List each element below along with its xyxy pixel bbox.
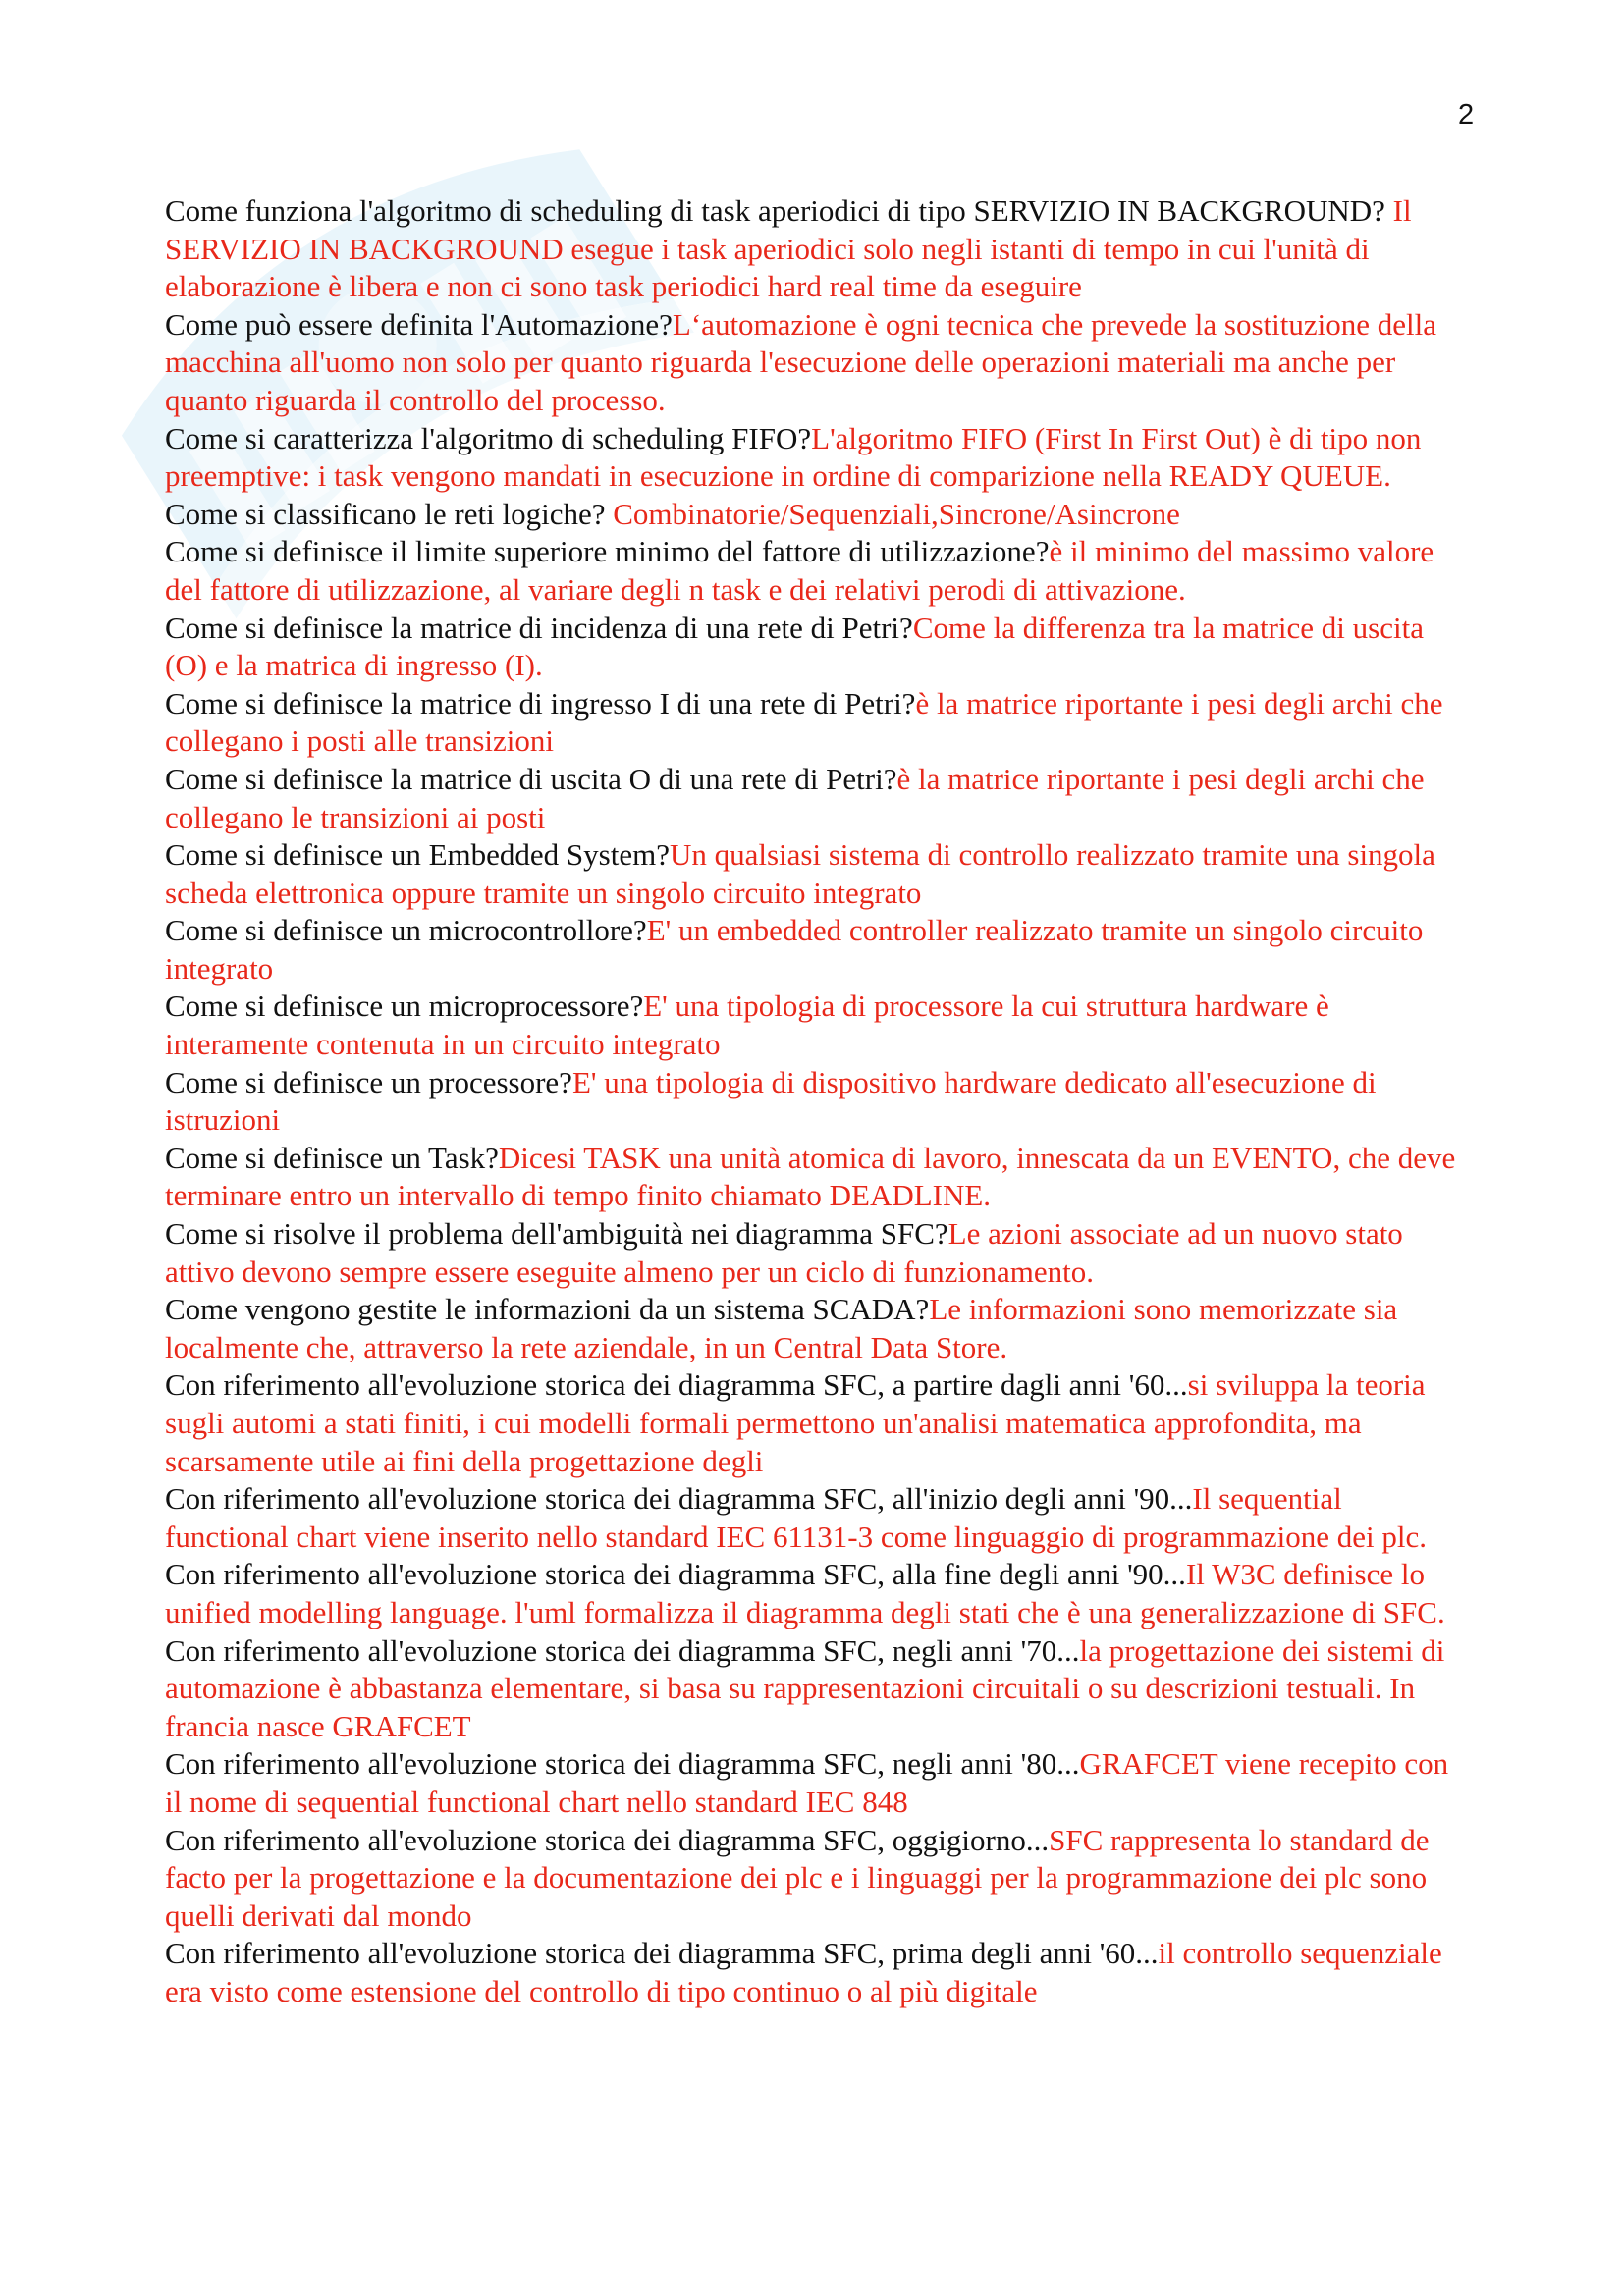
question-text: Con riferimento all'evoluzione storica dei diagramma SFC, prima degli anni '60... (165, 1936, 1159, 1971)
qa-entry (165, 1291, 1463, 1366)
answer-text: E' un embedded controller realizzato tramite un singolo circuito integrato (165, 913, 1424, 986)
question-text: Come può essere definita l'Automazione? (165, 306, 673, 342)
qa-entry (165, 685, 1463, 761)
question-text: Come si definisce un Embedded System? (165, 837, 670, 873)
answer-text: L‘automazione è ogni tecnica che prevede la sostituzione della macchina all'uomo non solo per quanto riguarda l'esecuzione delle operazioni materiali ma anche per quanto riguarda il controllo del processo. (165, 306, 1437, 417)
qa-entry (165, 533, 1463, 609)
answer-text: SFC rappresenta lo standard de facto per la progettazione e la documentazione dei plc e i linguaggi per la programmazione dei plc sono quelli derivati dal mondo (165, 1822, 1430, 1933)
page-number: 2 (1458, 99, 1475, 131)
answer-text: E' una tipologia di dispositivo hardware dedicato all'esecuzione di istruzioni (165, 1064, 1377, 1138)
qa-list (165, 192, 1463, 2011)
qa-entry (165, 496, 1463, 534)
qa-entry (165, 836, 1463, 912)
answer-text: è la matrice riportante i pesi degli archi che collegano i posti alle transizioni (165, 685, 1443, 759)
question-text: Con riferimento all'evoluzione storica dei diagramma SFC, a partire dagli anni '60... (165, 1367, 1188, 1403)
qa-entry (165, 306, 1463, 420)
qa-entry (165, 1480, 1463, 1556)
qa-entry (165, 1140, 1463, 1215)
answer-text: E' una tipologia di processore la cui struttura hardware è interamente contenuta in un circuito integrato (165, 988, 1329, 1062)
answer-text: il controllo sequenziale era visto come estensione del controllo di tipo continuo o al più digitale (165, 1936, 1442, 2008)
question-text: Con riferimento all'evoluzione storica dei diagramma SFC, alla fine degli anni '90... (165, 1557, 1186, 1592)
answer-text: Il sequential functional chart viene inserito nello standard IEC 61131-3 come linguaggio di programmazione dei plc. (165, 1481, 1427, 1554)
question-text: Come si definisce la matrice di ingresso I di una rete di Petri? (165, 685, 916, 721)
answer-text: è la matrice riportante i pesi degli archi che collegano le transizioni ai posti (165, 761, 1425, 834)
answer-text: Un qualsiasi sistema di controllo realizzato tramite una singola scheda elettronica oppure tramite un singolo circuito integrato (165, 837, 1435, 910)
answer-text: L'algoritmo FIFO (First In First Out) è di tipo non preemptive: i task vengono mandati in esecuzione in ordine di comparizione nella READY QUEUE. (165, 420, 1422, 494)
question-text: Come si risolve il problema dell'ambiguità nei diagramma SFC? (165, 1216, 948, 1252)
answer-text: GRAFCET viene recepito con il nome di sequential functional chart nello standard IEC 848 (165, 1746, 1449, 1819)
question-text: Come vengono gestite le informazioni da un sistema SCADA? (165, 1292, 930, 1327)
question-text: Come si definisce il limite superiore minimo del fattore di utilizzazione? (165, 534, 1050, 569)
question-text: Come si definisce un microprocessore? (165, 988, 644, 1024)
qa-entry (165, 1215, 1463, 1291)
question-text: Con riferimento all'evoluzione storica dei diagramma SFC, negli anni '70... (165, 1632, 1080, 1668)
question-text: Come si definisce un microcontrollore? (165, 913, 647, 948)
answer-text: Il SERVIZIO IN BACKGROUND esegue i task aperiodici solo negli istanti di tempo in cui l'unità di elaborazione è libera e non ci sono task periodici hard real time da eseguire (165, 193, 1412, 304)
question-text: Con riferimento all'evoluzione storica dei diagramma SFC, all'inizio degli anni '90... (165, 1481, 1193, 1517)
question-text: Come si definisce un Task? (165, 1140, 499, 1175)
answer-text: Le informazioni sono memorizzate sia localmente che, attraverso la rete aziendale, in un Central Data Store. (165, 1292, 1398, 1364)
question-text: Come si definisce la matrice di uscita O di una rete di Petri? (165, 761, 897, 796)
qa-entry (165, 1935, 1463, 2010)
qa-entry (165, 1632, 1463, 1746)
qa-entry (165, 1745, 1463, 1821)
answer-text: si sviluppa la teoria sugli automi a stati finiti, i cui modelli formali permettono un'analisi matematica approfondita, ma scarsamente utile ai fini della progettazione degli (165, 1367, 1426, 1478)
qa-entry (165, 192, 1463, 306)
qa-entry (165, 988, 1463, 1063)
question-text: Come si classificano le reti logiche? (165, 496, 614, 531)
question-text: Come funziona l'algoritmo di scheduling di task aperiodici di tipo SERVIZIO IN BACKGROUND? (165, 193, 1393, 228)
question-text: Come si caratterizza l'algoritmo di scheduling FIFO? (165, 420, 812, 455)
answer-text: è il minimo del massimo valore del fattore di utilizzazione, al variare degli n task e dei relativi perodi di attivazione. (165, 534, 1434, 607)
answer-text: la progettazione dei sistemi di automazione è abbastanza elementare, si basa su rappresentazioni circuitali o su descrizioni testuali. In francia nasce GRAFCET (165, 1632, 1445, 1743)
answer-text: Combinatorie/Sequenziali,Sincrone/Asincrone (613, 496, 1180, 531)
question-text: Come si definisce la matrice di incidenza di una rete di Petri? (165, 610, 913, 645)
qa-entry (165, 1556, 1463, 1631)
qa-entry (165, 761, 1463, 836)
qa-entry (165, 1822, 1463, 1936)
answer-text: Il W3C definisce lo unified modelling language. l'uml formalizza il diagramma degli stati che è una generalizzazione di SFC. (165, 1557, 1445, 1629)
question-text: Con riferimento all'evoluzione storica dei diagramma SFC, oggigiorno... (165, 1822, 1050, 1857)
answer-text: Le azioni associate ad un nuovo stato attivo devono sempre essere eseguite almeno per un ciclo di funzionamento. (165, 1216, 1403, 1289)
answer-text: Come la differenza tra la matrice di uscita (O) e la matrica di ingresso (I). (165, 610, 1424, 683)
qa-entry (165, 1366, 1463, 1480)
answer-text: Dicesi TASK una unità atomica di lavoro, innescata da un EVENTO, che deve terminare entro un intervallo di tempo finito chiamato DEADLINE. (165, 1140, 1456, 1213)
question-text: Come si definisce un processore? (165, 1064, 572, 1099)
qa-entry (165, 912, 1463, 988)
qa-entry (165, 420, 1463, 496)
question-text: Con riferimento all'evoluzione storica dei diagramma SFC, negli anni '80... (165, 1746, 1080, 1782)
qa-entry (165, 610, 1463, 685)
qa-entry (165, 1064, 1463, 1140)
